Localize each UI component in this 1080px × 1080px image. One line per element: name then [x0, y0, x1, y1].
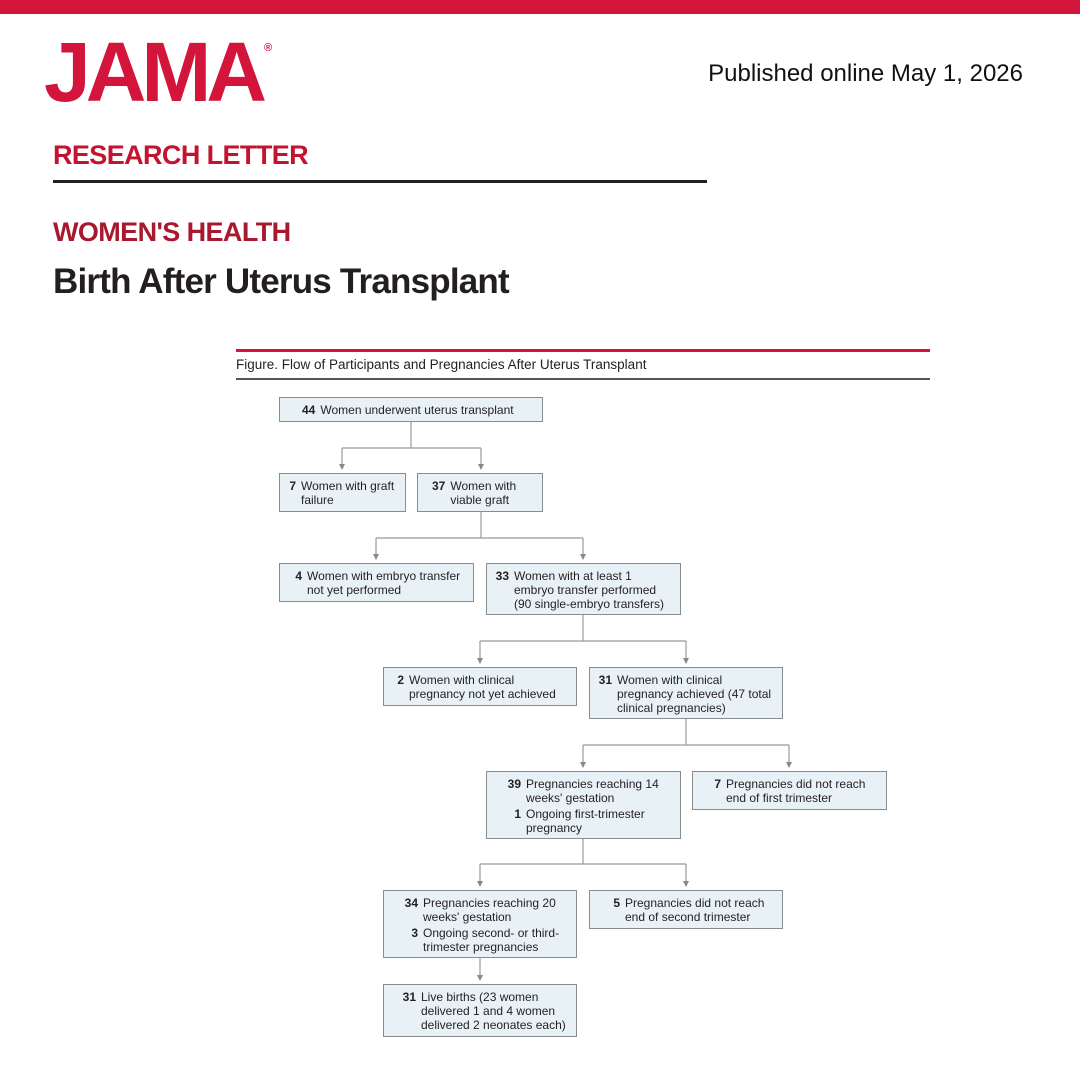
- topic-label: WOMEN'S HEALTH: [53, 217, 291, 247]
- jama-logo: JAMA: [44, 25, 263, 119]
- connector-viable-split: [376, 512, 583, 538]
- box-live-births: 31 Live births (23 women delivered 1 and 4 women delivered 2 neonates each): [383, 984, 577, 1037]
- figure-title: Figure. Flow of Participants and Pregnancies After Uterus Transplant: [236, 357, 647, 372]
- box-pregnancy-achieved: 31 Women with clinical pregnancy achieved (47 total clinical pregnancies): [589, 667, 783, 719]
- publication-date: Published online May 1, 2026: [708, 60, 1023, 87]
- box-no-embryo-transfer: 4 Women with embryo transfer not yet performed: [279, 563, 474, 602]
- connector-pregnancy-split: [583, 719, 789, 745]
- connector-transfer-split: [480, 615, 686, 641]
- box-20-weeks: 34 Pregnancies reaching 20 weeks' gestation 3 Ongoing second- or third-trimester pregnancies: [383, 890, 577, 958]
- section-label: RESEARCH LETTER: [53, 140, 309, 170]
- box-pregnancy-not-achieved: 2 Women with clinical pregnancy not yet achieved: [383, 667, 577, 706]
- registered-mark: ®: [264, 42, 273, 54]
- connector-14-weeks-split: [480, 839, 686, 864]
- connector-transplant-split: [342, 422, 481, 448]
- box-14-weeks: 39 Pregnancies reaching 14 weeks' gestation 1 Ongoing first-trimester pregnancy: [486, 771, 681, 839]
- box-embryo-transfer: 33 Women with at least 1 embryo transfer performed (90 single-embryo transfers): [486, 563, 681, 615]
- box-graft-failure: 7 Women with graft failure: [279, 473, 406, 512]
- box-second-trimester-loss: 5 Pregnancies did not reach end of second trimester: [589, 890, 783, 929]
- box-viable-graft: 37 Women with viable graft: [417, 473, 543, 512]
- box-uterus-transplant: 44 Women underwent uterus transplant: [279, 397, 543, 422]
- article-title: Birth After Uterus Transplant: [53, 262, 509, 301]
- box-first-trimester-loss: 7 Pregnancies did not reach end of first trimester: [692, 771, 887, 810]
